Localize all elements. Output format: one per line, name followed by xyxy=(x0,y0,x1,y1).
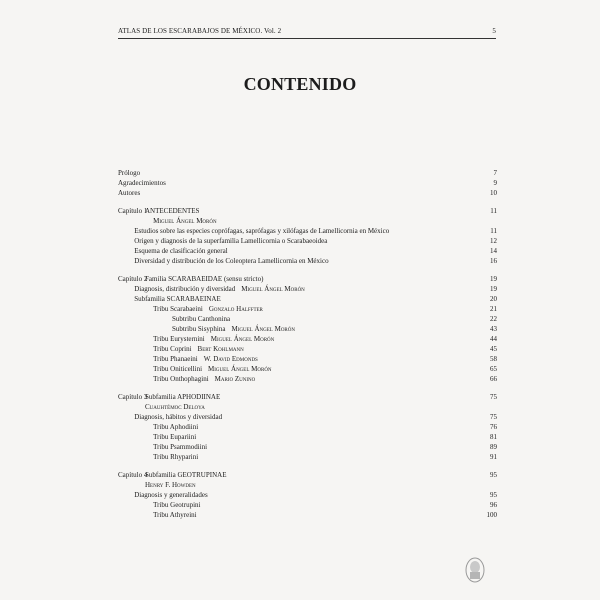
toc-entry-text xyxy=(172,324,295,334)
toc-entry-title: Diversidad y distribución de los Coleoptera Lamellicornia en México xyxy=(134,257,329,265)
toc-entry-page: 75 xyxy=(490,413,497,421)
header-rule xyxy=(118,38,496,39)
toc-entry-text xyxy=(153,374,255,384)
toc-entry[interactable] xyxy=(118,314,497,324)
toc-entry[interactable] xyxy=(118,490,497,500)
toc-entry-author: Miguel Ángel Morón xyxy=(210,335,275,343)
toc-entry-text xyxy=(134,490,207,500)
toc-entry-title: Esquema de clasificación general xyxy=(134,247,228,255)
toc-entry[interactable] xyxy=(118,392,497,402)
toc-entry-page: 22 xyxy=(490,315,497,323)
toc-entry[interactable] xyxy=(118,452,497,462)
toc-entry-author: Henry F. Howden xyxy=(145,481,196,489)
toc-chapter-label: Capítulo 2 xyxy=(118,275,148,283)
toc-entry-title: Tribu Athyreini xyxy=(153,511,197,519)
toc-entry-title: Subfamilia GEOTRUPINAE xyxy=(145,471,227,479)
toc-entry[interactable] xyxy=(118,364,497,374)
toc-entry-page: 45 xyxy=(490,345,497,353)
toc-entry-page: 19 xyxy=(490,285,497,293)
toc-entry[interactable] xyxy=(118,304,497,314)
toc-entry[interactable] xyxy=(118,500,497,510)
toc-gap xyxy=(118,266,497,274)
toc-entry-text xyxy=(153,432,196,442)
toc-entry-author: W. David Edmonds xyxy=(203,355,258,363)
toc-entry-page: 20 xyxy=(490,295,497,303)
toc-entry-text xyxy=(145,392,220,402)
toc-entry[interactable] xyxy=(118,168,497,178)
toc-entry[interactable] xyxy=(118,402,497,412)
running-head xyxy=(118,27,496,35)
toc-entry[interactable] xyxy=(118,294,497,304)
toc-entry-title: Estudios sobre las especies coprófagas, saprófagas y xilófagas de Lamellicornia en México xyxy=(134,227,390,235)
toc-entry-text xyxy=(118,188,140,198)
toc-entry-text xyxy=(134,226,389,236)
toc-entry[interactable] xyxy=(118,334,497,344)
toc-chapter-label: Capítulo 1 xyxy=(118,207,148,215)
toc-chapter-label: Capítulo 4 xyxy=(118,471,148,479)
toc-entry-text xyxy=(153,422,198,432)
toc-entry[interactable] xyxy=(118,470,497,480)
toc-entry-text xyxy=(153,500,200,510)
toc-entry-page: 76 xyxy=(490,423,497,431)
toc-entry-title: Autores xyxy=(118,189,141,197)
toc-entry-text xyxy=(153,452,198,462)
toc-chapter-label: Capítulo 3 xyxy=(118,393,148,401)
toc-entry[interactable] xyxy=(118,344,497,354)
toc-entry[interactable] xyxy=(118,354,497,364)
toc-entry-text xyxy=(134,294,221,304)
toc-entry-page: 65 xyxy=(490,365,497,373)
toc-entry-text xyxy=(153,344,244,354)
toc-entry-text xyxy=(153,510,197,520)
toc-entry-page: 95 xyxy=(490,491,497,499)
toc-entry-title: Prólogo xyxy=(118,169,141,177)
toc-entry-text xyxy=(118,178,166,188)
toc-entry-text xyxy=(153,442,207,452)
toc-entry-page: 81 xyxy=(490,433,497,441)
toc-entry-author: Miguel Ángel Morón xyxy=(241,285,305,293)
toc-entry-title: Familia SCARABAEIDAE (sensu stricto) xyxy=(145,275,264,283)
toc-entry-title: Subtribu Canthonina xyxy=(172,315,231,323)
toc-entry[interactable] xyxy=(118,226,497,236)
toc-entry-title: Tribu Oniticellini xyxy=(153,365,203,373)
toc-entry-page: 96 xyxy=(490,501,497,509)
toc-entry[interactable] xyxy=(118,422,497,432)
toc-entry[interactable] xyxy=(118,246,497,256)
toc-entry[interactable] xyxy=(118,178,497,188)
toc-entry-title: ANTECEDENTES xyxy=(145,207,200,215)
toc-entry[interactable] xyxy=(118,206,497,216)
toc-entry[interactable] xyxy=(118,432,497,442)
toc-entry-text xyxy=(153,334,274,344)
toc-entry-text xyxy=(134,412,222,422)
toc-entry-title: Diagnosis, hábitos y diversidad xyxy=(134,413,223,421)
toc-entry-page: 89 xyxy=(490,443,497,451)
toc-entry-page: 21 xyxy=(490,305,497,313)
toc-entry-text xyxy=(118,168,140,178)
toc-entry-title: Tribu Onthophagini xyxy=(153,375,209,383)
toc-entry-text xyxy=(134,246,227,256)
toc-entry[interactable] xyxy=(118,274,497,284)
toc-entry-page: 16 xyxy=(490,257,497,265)
toc-entry-title: Agradecimientos xyxy=(118,179,166,187)
toc-entry[interactable] xyxy=(118,216,497,226)
toc-entry-title: Diagnosis, distribución y diversidad xyxy=(134,285,236,293)
toc-entry-title: Tribu Phanaeini xyxy=(153,355,198,363)
toc-entry-page: 95 xyxy=(490,471,497,479)
toc-gap xyxy=(118,198,497,206)
toc-entry-title: Subfamilia APHODIINAE xyxy=(145,393,221,401)
publisher-seal-icon xyxy=(464,556,486,584)
toc-entry-author: Miguel Ángel Morón xyxy=(231,325,295,333)
toc-gap xyxy=(118,384,497,392)
toc-entry-page: 10 xyxy=(490,189,497,197)
toc-entry[interactable] xyxy=(118,284,497,294)
toc-entry[interactable] xyxy=(118,510,497,520)
toc-entry-page: 91 xyxy=(490,453,497,461)
toc-entry-title: Tribu Eupariini xyxy=(153,433,197,441)
toc-entry-title: Tribu Rhyparini xyxy=(153,453,199,461)
toc-entry-title: Origen y diagnosis de la superfamilia Lamellicornia o Scarabaeoidea xyxy=(134,237,328,245)
toc-entry-page: 100 xyxy=(486,511,497,519)
toc-entry-text xyxy=(145,206,199,216)
toc-entry-title: Tribu Eurysternini xyxy=(153,335,205,343)
toc-entry-page: 43 xyxy=(490,325,497,333)
page-title: CONTENIDO xyxy=(243,74,357,94)
toc-entry-author: Miguel Ángel Morón xyxy=(208,365,272,373)
toc-entry-title: Tribu Coprini xyxy=(153,345,192,353)
toc-entry-title: Tribu Scarabaeini xyxy=(153,305,203,313)
toc-entry-page: 11 xyxy=(490,207,497,215)
toc-entry-text xyxy=(172,314,230,324)
toc-entry-author: Bert Kohlmann xyxy=(197,345,244,353)
toc-entry-author: Cuauhtémoc Deloya xyxy=(145,403,205,411)
toc-entry-page: 14 xyxy=(490,247,497,255)
toc-entry-page: 66 xyxy=(490,375,497,383)
table-of-contents xyxy=(118,168,497,520)
toc-entry-page: 12 xyxy=(490,237,497,245)
toc-entry-title: Subfamilia SCARABAEINAE xyxy=(134,295,221,303)
toc-entry-text xyxy=(145,402,205,412)
toc-entry-title: Tribu Psammodiini xyxy=(153,443,208,451)
toc-entry[interactable] xyxy=(118,480,497,490)
toc-entry-page: 75 xyxy=(490,393,497,401)
toc-entry-page: 7 xyxy=(493,169,497,177)
toc-entry[interactable] xyxy=(118,236,497,246)
toc-entry-page: 44 xyxy=(490,335,497,343)
toc-entry[interactable] xyxy=(118,374,497,384)
toc-entry-text xyxy=(134,284,305,294)
toc-entry-title: Tribu Geotrupini xyxy=(153,501,201,509)
toc-entry[interactable] xyxy=(118,256,497,266)
toc-entry-text xyxy=(145,480,196,490)
toc-entry-page: 19 xyxy=(490,275,497,283)
toc-entry-author: Gonzalo Halffter xyxy=(208,305,263,313)
toc-entry[interactable] xyxy=(118,412,497,422)
toc-entry-text xyxy=(153,304,263,314)
toc-entry-title: Diagnosis y generalidades xyxy=(134,491,208,499)
toc-entry-title: Subtribu Sisyphina xyxy=(172,325,226,333)
toc-entry[interactable] xyxy=(118,324,497,334)
toc-entry-text xyxy=(145,274,263,284)
toc-entry[interactable] xyxy=(118,188,497,198)
toc-entry-page: 58 xyxy=(490,355,497,363)
toc-entry-page: 11 xyxy=(490,227,497,235)
toc-entry-text xyxy=(134,256,328,266)
toc-entry-text xyxy=(145,470,226,480)
toc-entry[interactable] xyxy=(118,442,497,452)
toc-entry-text xyxy=(134,236,327,246)
page-number: 5 xyxy=(492,27,496,35)
toc-entry-author: Mario Zunino xyxy=(214,375,256,383)
running-title: ATLAS DE LOS ESCARABAJOS DE MÉXICO. Vol. 2 xyxy=(118,27,282,35)
toc-entry-text xyxy=(153,216,217,226)
toc-entry-text xyxy=(153,364,271,374)
toc-entry-author: Miguel Ángel Morón xyxy=(153,217,217,225)
toc-entry-title: Tribu Aphodiini xyxy=(153,423,199,431)
toc-gap xyxy=(118,462,497,470)
toc-entry-text xyxy=(153,354,258,364)
toc-entry-page: 9 xyxy=(493,179,497,187)
